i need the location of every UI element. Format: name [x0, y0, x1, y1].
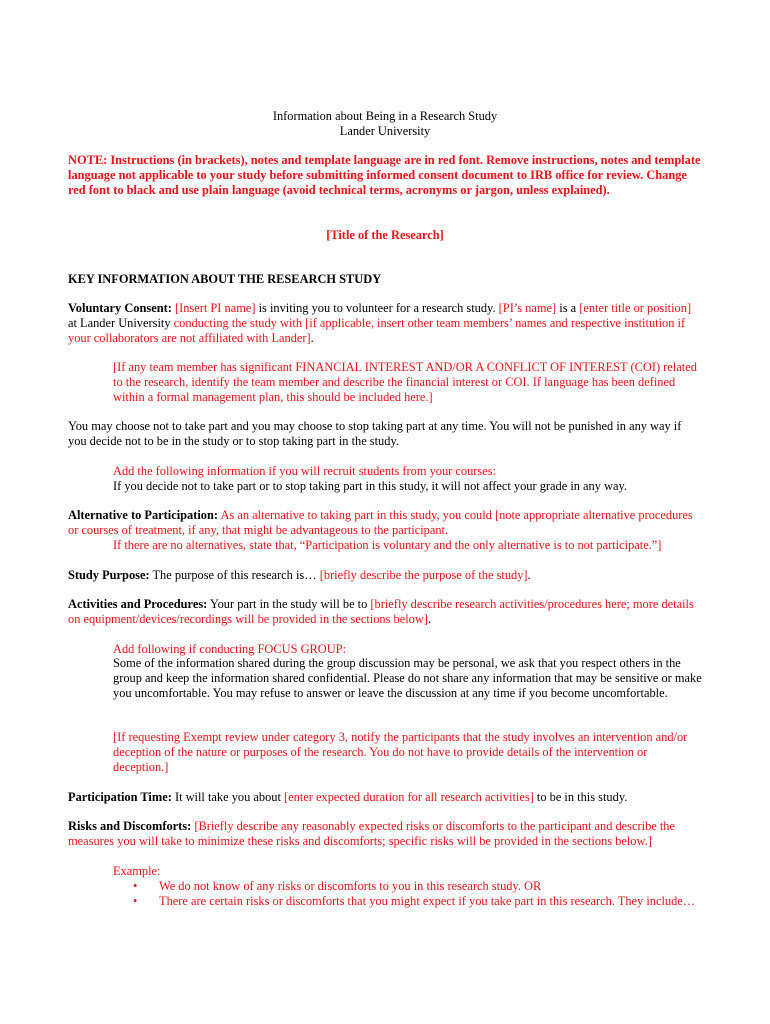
alternative-paragraph — [68, 508, 702, 538]
participation-time-end: to be in this study. — [536, 790, 628, 804]
study-purpose-text: The purpose of this research is… — [152, 568, 317, 582]
exempt-instruction: [If requesting Exempt review under category 3, notify the participants that the study involves an intervention and/or deception of the nature or purposes of the research. You do not have to provide details of the intervention or deception.] — [113, 730, 688, 774]
participation-time-label: Participation Time: — [68, 790, 172, 804]
students-instruction: Add the following information if you will recruit students from your courses: — [113, 464, 497, 478]
participation-time-placeholder: [enter expected duration for all research activities] — [284, 790, 534, 804]
alternative-label: Alternative to Participation: — [68, 508, 219, 522]
research-title-placeholder: [Title of the Research] — [326, 228, 444, 242]
participation-time-paragraph — [68, 790, 702, 805]
activities-label: Activities and Procedures: — [68, 597, 208, 611]
voluntary-text-3: at Lander University — [68, 316, 171, 330]
bullet-icon: • — [133, 879, 138, 893]
position-placeholder: [enter title or position] — [579, 301, 692, 315]
institution-name: Lander University — [339, 124, 431, 138]
template-note: NOTE: Instructions (in brackets), notes and template language are in red font. Remove instructions, notes and template language not applicable to your study before submitting informed consent document to IRB office for review. Change red font to black and use plain language (avoid technical terms, acronyms or jargon, unless explained). — [68, 153, 701, 197]
activities-paragraph — [68, 597, 702, 627]
activities-period: . — [427, 612, 432, 626]
key-information-heading: KEY INFORMATION ABOUT THE RESEARCH STUDY — [68, 272, 382, 286]
example-item-2: There are certain risks or discomforts that you might expect if you take part in this research. They include… — [159, 894, 696, 908]
activities-placeholder: [briefly describe research activities/procedures here; more details on equipment/devices/recordings will be provided in the sections below] — [68, 597, 694, 626]
risks-paragraph — [68, 819, 702, 849]
example-label: Example: — [113, 864, 161, 878]
study-purpose-label: Study Purpose: — [68, 568, 150, 582]
pi-name-placeholder: [Insert PI name] — [174, 301, 256, 315]
risks-placeholder: [Briefly describe any reasonably expected risks or discomforts to the participant and describe the measures you will take to minimize these risks and discomforts; specific risks will be provided in the sections below.] — [68, 819, 676, 848]
withdraw-paragraph: You may choose not to take part and you may choose to stop taking part at any time. You will not be punished in any way if you decide not to be in the study or to stop taking part in the study. — [68, 419, 682, 448]
voluntary-consent-label: Voluntary Consent: — [68, 301, 172, 315]
example-item-1: We do not know of any risks or discomforts to you in this research study. OR — [159, 879, 542, 893]
alternative-text: As an alternative to taking part in this study, you could [note appropriate alternative procedures or courses of treatment, if any, that might be advantageous to the participant. — [68, 508, 693, 537]
no-alternative-instruction: If there are no alternatives, state that, “Participation is voluntary and the only alternative is to not participate.”] — [113, 538, 662, 552]
focus-group-text: Some of the information shared during the group discussion may be personal, we ask that you respect others in the group and keep the information shared confidential. Please do not share any information that may be sensitive or make you uncomfortable. You may refuse to answer or leave the discussion at any time if you become uncomfortable. — [113, 656, 702, 700]
risks-label: Risks and Discomforts: — [68, 819, 192, 833]
pis-name-placeholder: [PI’s name] — [498, 301, 557, 315]
list-item — [113, 894, 703, 909]
voluntary-text-2: is a — [559, 301, 577, 315]
focus-group-instruction: Add following if conducting FOCUS GROUP: — [113, 642, 347, 656]
document-title: Information about Being in a Research Study — [272, 109, 498, 123]
students-text: If you decide not to take part or to stop taking part in this study, it will not affect your grade in any way. — [113, 479, 627, 493]
voluntary-period: . — [310, 331, 314, 345]
study-purpose-paragraph — [68, 568, 702, 583]
team-members-placeholder: conducting the study with [if applicable, insert other team members’ names and respective institution if your collaborators are not affiliated with Lander] — [68, 316, 686, 345]
voluntary-consent-paragraph — [68, 301, 702, 346]
example-bullet-list — [113, 879, 703, 909]
bullet-icon: • — [133, 894, 138, 908]
study-purpose-period: . — [527, 568, 531, 582]
list-item — [113, 879, 703, 894]
coi-instruction: [If any team member has significant FINANCIAL INTEREST AND/OR A CONFLICT OF INTEREST (COI) related to the research, identify the team member and describe the financial interest or COI. If language has been defined within a formal management plan, this should be included here.] — [113, 360, 697, 404]
participation-time-text: It will take you about — [174, 790, 281, 804]
activities-text: Your part in the study will be to — [209, 597, 368, 611]
study-purpose-placeholder: [briefly describe the purpose of the study] — [319, 568, 528, 582]
voluntary-text-1: is inviting you to volunteer for a research study. — [258, 301, 496, 315]
